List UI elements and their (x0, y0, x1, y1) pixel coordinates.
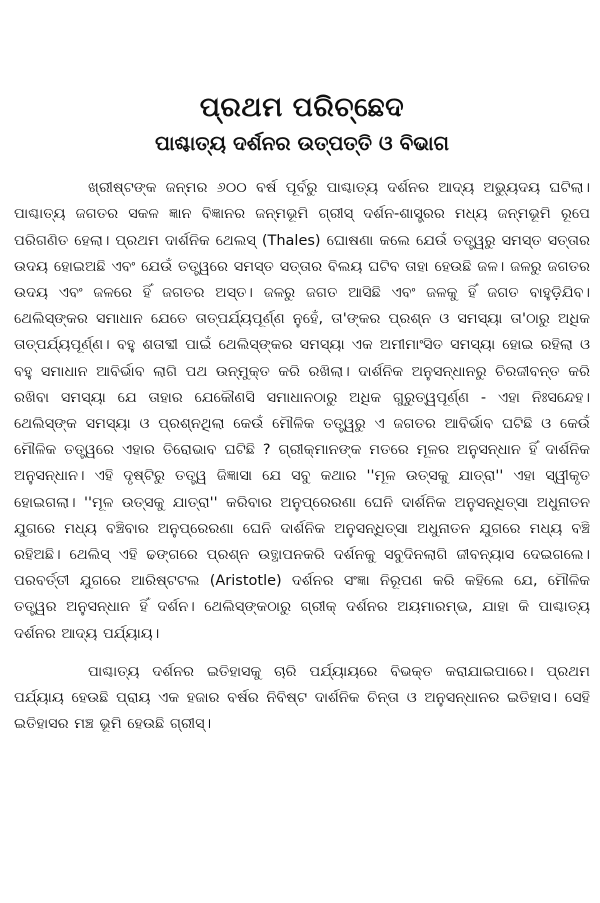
paragraph-2: ପାଶ୍ଚାତ୍ୟ ଦର୍ଶନର ଇତିହାସକୁ ଚାରି ପର୍ଯ୍ୟାୟରେ ବିଭକ୍ତ କରାଯାଇପାରେ। ପ୍ରଥମ ପର୍ଯ୍ୟାୟ ହେଉଛି ପ୍ରାୟ ଏକ ହଜାର ବର୍ଷର ନିବିଷ୍ଟ ଦାର୍ଶନିକ ଚିନ୍ତା ଓ ଅନୁସନ୍ଧାନର ଇତିହାସ। ସେହି ଇତିହାସର ମଞ୍ଚ ଭୂମି ହେଉଛି ଗ୍ରୀସ୍। (14, 663, 590, 733)
chapter-subtitle: ପାଶ୍ଚାତ୍ୟ ଦର୍ଶନର ଉତ୍ପତ୍ତି ଓ ବିଭାଗ (155, 131, 449, 156)
chapter-title: ପ୍ରଥମ ପରିଚ୍ଛେଦ (199, 92, 405, 123)
chapter-body (14, 175, 590, 737)
paragraph-1: ଖ୍ରୀଷ୍ଟଙ୍କ ଜନ୍ମର ୬୦୦ ବର୍ଷ ପୂର୍ବରୁ ପାଶ୍ଚାତ୍ୟ ଦର୍ଶନର ଆଦ୍ୟ ଅଭ୍ୟୁଦୟ ଘଟିଲା। ପାଶ୍ଚାତ୍ୟ ଜଗତର ସକଳ ଜ୍ଞାନ ବିଜ୍ଞାନର ଜନ୍ମଭୂମି ଗ୍ରୀସ୍ ଦର୍ଶନ-ଶାସ୍ତ୍ରର ମଧ୍ୟ ଜନ୍ମଭୂମି ରୂପେ ପରିଗଣିତ ହେଲା। ପ୍ରଥମ ଦାର୍ଶନିକ ଥେଲସ୍ (Thales) ଘୋଷଣା କଲେ ଯେଉଁ ତତ୍ତ୍ୱରୁ ସମସ୍ତ ସତ୍ତାର ଉଦୟ ହୋଇଅଛି ଏବଂ ଯେଉଁ ତତ୍ତ୍ୱରେ ସମସ୍ତ ସତ୍ତାର ବିଲୟ ଘଟିବ ତାହା ହେଉଛି ଜଳ। ଜଳରୁ ଜଗତର ଉଦୟ ଏବଂ ଜଳରେ ହିଁ ଜଗତର ଅସ୍ତ। ଜଳରୁ ଜଗତ ଆସିଛି ଏବଂ ଜଳକୁ ହିଁ ଜଗତ ବାହୁଡ଼ିଯିବ। ଥେଲିସ୍ଙ୍କର ସମାଧାନ ଯେତେ ତାତ୍ପର୍ଯ୍ୟପୂର୍ଣ୍ଣ ନୁହେଁ, ତା'ଙ୍କର ପ୍ରଶ୍ନ ଓ ସମସ୍ୟା ତା'ଠାରୁ ଅଧିକ ତାତ୍ପର୍ଯ୍ୟପୂର୍ଣ୍ଣ। ବହୁ ଶତାବ୍ଦୀ ପାଇଁ ଥେଲିସ୍ଙ୍କର ସମସ୍ୟା ଏକ ଅମୀମାଂସିତ ସମସ୍ୟା ହୋଇ ରହିଲା ଓ ବହୁ ସମାଧାନ ଆବିର୍ଭାବ ଲାଗି ପଥ ଉନ୍ମୁକ୍ତ କରି ରଖିଲା। ଦାର୍ଶନିକ ଅନୁସନ୍ଧାନରୁ ଚିରଜୀବନ୍ତ କରି ରଖିବା ସମସ୍ୟା ଯେ ତାହାର ଯେକୌଣସି ସମାଧାନଠାରୁ ଅଧିକ ଗୁରୁତ୍ୱପୂର୍ଣ୍ଣ - ଏହା ନିଃସନ୍ଦେହ। ଥେଲିସ୍ଙ୍କ ସମସ୍ୟା ଓ ପ୍ରଶ୍ନଥିଲା କେଉଁ ମୌଳିକ ତତ୍ତ୍ୱରୁ ଏ ଜଗତର ଆବିର୍ଭାବ ଘଟିଛି ଓ କେଉଁ ମୌଳିକ ତତ୍ତ୍ୱରେ ଏହାର ତିରୋଭାବ ଘଟିଛି ? ଗ୍ରୀକ୍ମାନଙ୍କ ମତରେ ମୂଳର ଅନୁସନ୍ଧାନ ହିଁ ଦାର୍ଶନିକ ଅନୁସନ୍ଧାନ। ଏହି ଦୃଷ୍ଟିରୁ ତତ୍ତ୍ୱ ଜିଜ୍ଞାସା ଯେ ସବୁ କଥାର ''ମୂଳ ଉତ୍ସକୁ ଯାତ୍ରା'' ଏହା ସ୍ୱୀକୃତ ହୋଇଗଲା। ''ମୂଳ ଉତ୍ସକୁ ଯାତ୍ରା'' କରିବାର ଅନୁପ୍ରେରଣା ଘେନି ଦାର୍ଶନିକ ଅନୁସନ୍ଧିତ୍ସା ଅଧୁନାତନ ଯୁଗରେ ମଧ୍ୟ ବଞ୍ଚିବାର ଅନୁପ୍ରେରଣା ଘେନି ଦାର୍ଶନିକ ଅନୁସନ୍ଧିତ୍ସା ଅଧୁନାତନ ଯୁଗରେ ମଧ୍ୟ ବଞ୍ଚି ରହିଅଛି। ଥେଲିସ୍ ଏହି ଢଙ୍ଗରେ ପ୍ରଶ୍ନ ଉତ୍ଥାପନକରି ଦର୍ଶନକୁ ସବୁଦିନଲାଗି ଜୀବନ୍ୟାସ ଦେଇଗଲେ। ପରବର୍ତ୍ତୀ ଯୁଗରେ ଆରିଷ୍ଟଟଲ (Aristotle) ଦର୍ଶନର ସଂଜ୍ଞା ନିରୂପଣ କରି କହିଲେ ଯେ, ମୌଳିକ ତତ୍ତ୍ୱର ଅନୁସନ୍ଧାନ ହିଁ ଦର୍ଶନ। ଥେଲିସ୍ଙ୍କଠାରୁ ଗ୍ରୀକ୍ ଦର୍ଶନର ଅୟମାରମ୍ଭ, ଯାହା କି ପାଶ୍ଚାତ୍ୟ ଦର୍ଶନର ଆଦ୍ୟ ପର୍ଯ୍ୟାୟ। (14, 180, 590, 642)
